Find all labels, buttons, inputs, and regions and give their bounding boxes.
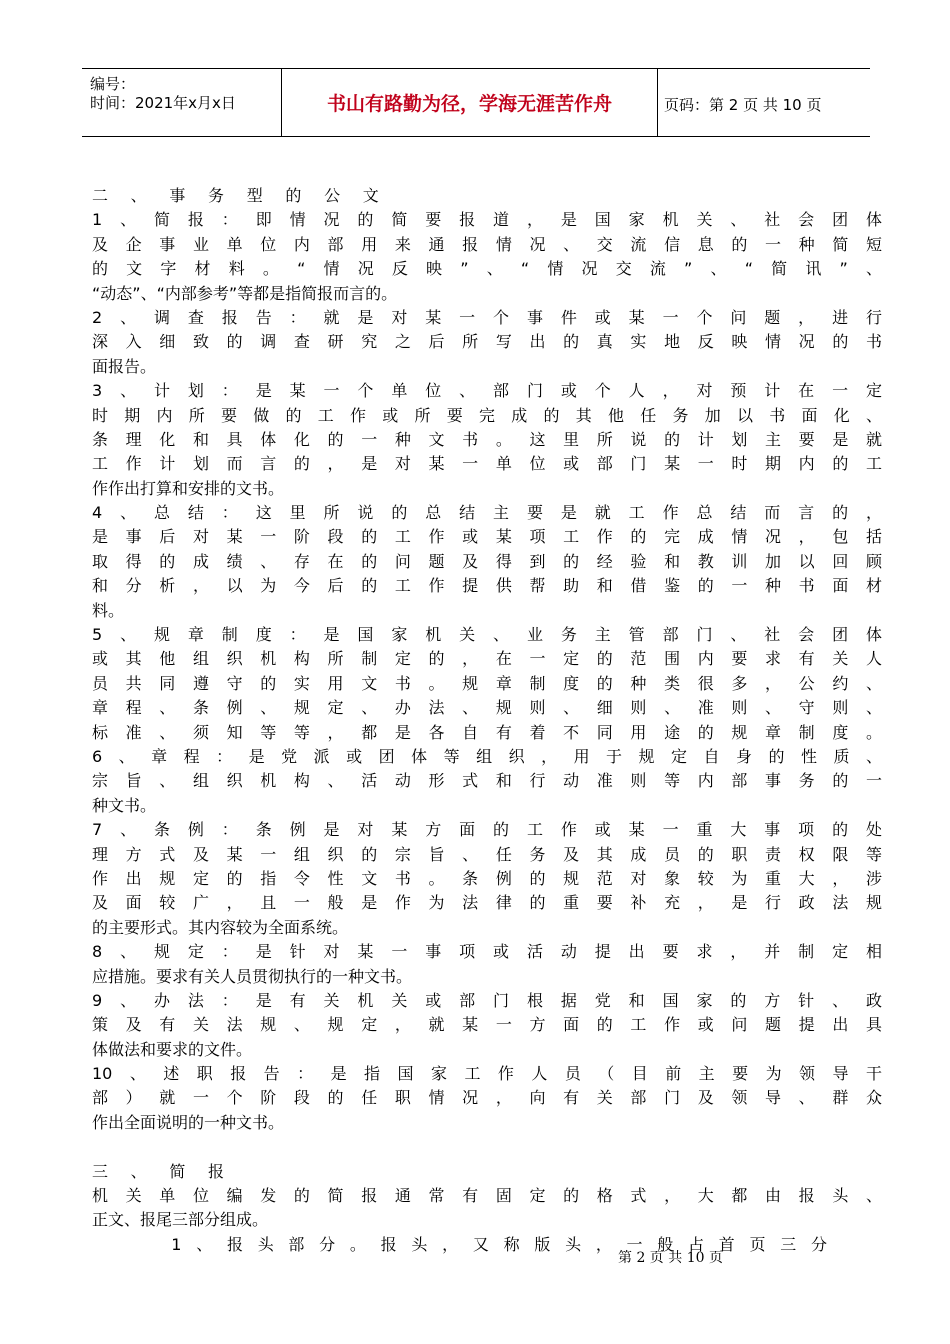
text-line: 5、规章制度：是国家机关、业务主管部门、社会团体 [92,625,882,645]
text-line: 或其他组织机构所制定的，在一定的范围内要求有关人 [92,649,882,669]
header-motto-cell [282,69,658,136]
document-date-label: 时间：2021年x月x日 [90,94,236,112]
text-line: 应措施。要求有关人员贯彻执行的一种文书。 [92,966,413,986]
text-line: 的主要形式。其内容较为全面系统。 [92,917,349,937]
text-line: 1、报头部分。报头，又称版头，一般占首页三分 [92,1234,827,1254]
text-line: 料。 [92,600,125,620]
section-heading: 三 、 简 报 [92,1161,233,1181]
document-body [92,184,882,1257]
text-line: 10、述职报告：是指国家工作人员（目前主要为领导干 [92,1064,882,1084]
text-line: “动态”、“内部参考”等都是指简报而言的。 [92,283,398,303]
page-footer: 第 2 页 共 10 页 [618,1250,723,1266]
blank-line [92,1135,882,1159]
text-line: 是事后对某一阶段的工作或某项工作的完成情况，包括 [92,527,882,547]
text-line: 深入细致的调查研究之后所写出的真实地反映情况的书 [92,332,882,352]
text-line: 宗旨、组织机构、活动形式和行动准则等内部事务的一 [92,771,882,791]
text-line: 员共同遵守的实用文书。规章制度的种类很多，公约、 [92,673,882,693]
text-line: 3、计划：是某一个单位、部门或个人，对预计在一定 [92,381,882,401]
text-line: 面报告。 [92,356,157,376]
document-number-label: 编号： [90,75,136,93]
text-line: 策及有关法规、规定，就某一方面的工作或问题提出具 [92,1015,882,1035]
text-line: 的文字材料。“情况反映”、“情况交流”、“简讯”、 [92,259,882,279]
text-line: 体做法和要求的文件。 [92,1039,253,1059]
section-heading: 二 、 事 务 型 的 公 文 [92,186,388,205]
text-line: 及面较广，且一般是作为法律的重要补充，是行政法规 [92,893,882,913]
text-line: 机关单位编发的简报通常有固定的格式，大都由报头、 [92,1186,882,1206]
text-line: 4、总结：这里所说的总结主要是就工作总结而言的， [92,503,882,523]
text-line: 条理化和具体化的一种文书。这里所说的计划主要是就 [92,429,882,449]
text-line: 1、简报：即情况的简要报道，是国家机关、社会团体 [92,210,882,230]
text-line: 理方式及某一组织的宗旨、任务及其成员的职责权限等 [92,844,882,864]
text-line: 7、条例：条例是对某方面的工作或某一重大事项的处 [92,820,882,840]
text-line: 和分析，以为今后的工作提供帮助和借鉴的一种书面材 [92,576,882,596]
text-line: 8、规定：是针对某一事项或活动提出要求，并制定相 [92,942,882,962]
text-line: 及企事业单位内部用来通报情况、交流信息的一种简短 [92,234,882,254]
text-line: 作作出打算和安排的文书。 [92,478,285,498]
text-line: 作出规定的指令性文书。条例的规范对象较为重大，涉 [92,868,882,888]
header-motto: 书山有路勤为径，学海无涯苦作舟 [326,93,612,115]
text-line: 作出全面说明的一种文书。 [92,1112,285,1132]
header-info-cell [82,69,282,136]
page-header [82,68,870,137]
text-line: 9、办法：是有关机关或部门根据党和国家的方针、政 [92,990,882,1010]
text-line: 6、章程：是党派或团体等组织，用于规定自身的性质、 [92,746,882,766]
text-line: 部）就一个阶段的任职情况，向有关部门及领导、群众 [92,1088,882,1108]
header-page-cell [658,69,870,136]
text-line: 时期内所要做的工作或所要完成的其他任务加以书面化、 [92,405,882,425]
text-line: 种文书。 [92,795,157,815]
text-line: 标准、须知等等，都是各自有着不同用途的规章制度。 [92,722,882,742]
text-line: 正文、报尾三部分组成。 [92,1210,269,1230]
text-line: 取得的成绩、存在的问题及得到的经验和教训加以回顾 [92,551,882,571]
text-line: 工作计划而言的，是对某一单位或部门某一时期内的工 [92,454,882,474]
text-line: 章程、条例、规定、办法、规则、细则、准则、守则、 [92,698,882,718]
text-line: 2、调查报告：就是对某一个事件或某一个问题，进行 [92,307,882,327]
header-page-code: 页码：第 2 页 共 10 页 [664,96,822,114]
